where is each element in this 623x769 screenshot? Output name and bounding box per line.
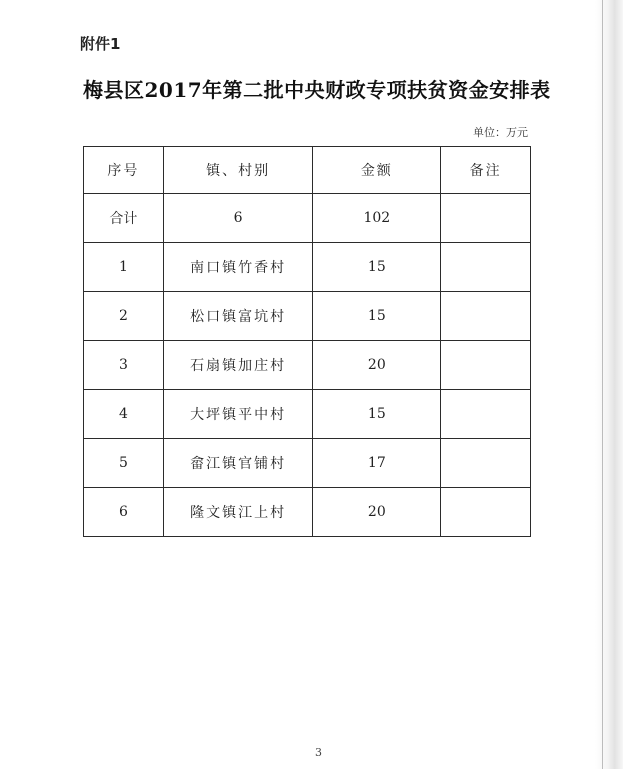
header-remarks: 备注 [441,147,531,194]
row-amount: 20 [313,341,441,390]
row-village: 隆文镇江上村 [163,488,313,537]
row-note [441,292,531,341]
table-row [84,292,531,341]
row-village: 畲江镇官铺村 [163,439,313,488]
total-label: 合计 [84,194,164,243]
table-row [84,488,531,537]
row-amount: 15 [313,390,441,439]
row-number: 1 [84,243,164,292]
total-amount: 102 [313,194,441,243]
table-total-row [84,194,531,243]
row-number: 4 [84,390,164,439]
row-note [441,488,531,537]
table-header-row [84,147,531,194]
document-title: 梅县区2017年第二批中央财政专项扶贫资金安排表 [83,78,551,102]
scan-edge [595,0,623,769]
header-amount: 金额 [313,147,441,194]
header-town-village: 镇、村别 [163,147,313,194]
row-note [441,390,531,439]
row-note [441,341,531,390]
row-amount: 20 [313,488,441,537]
row-amount: 15 [313,292,441,341]
row-number: 6 [84,488,164,537]
row-amount: 17 [313,439,441,488]
row-village: 南口镇竹香村 [163,243,313,292]
unit-label: 单位：万元 [473,126,528,139]
table-row [84,390,531,439]
row-number: 5 [84,439,164,488]
header-serial-number: 序号 [84,147,164,194]
row-village: 石扇镇加庄村 [163,341,313,390]
row-village: 大坪镇平中村 [163,390,313,439]
row-number: 3 [84,341,164,390]
row-note [441,439,531,488]
funding-table [83,146,531,537]
total-count: 6 [163,194,313,243]
attachment-label: 附件1 [80,35,121,53]
table-row [84,243,531,292]
table-row [84,439,531,488]
scan-line [602,0,603,769]
row-number: 2 [84,292,164,341]
total-note [441,194,531,243]
row-village: 松口镇富坑村 [163,292,313,341]
row-note [441,243,531,292]
page-number: 3 [315,746,322,759]
row-amount: 15 [313,243,441,292]
table-row [84,341,531,390]
